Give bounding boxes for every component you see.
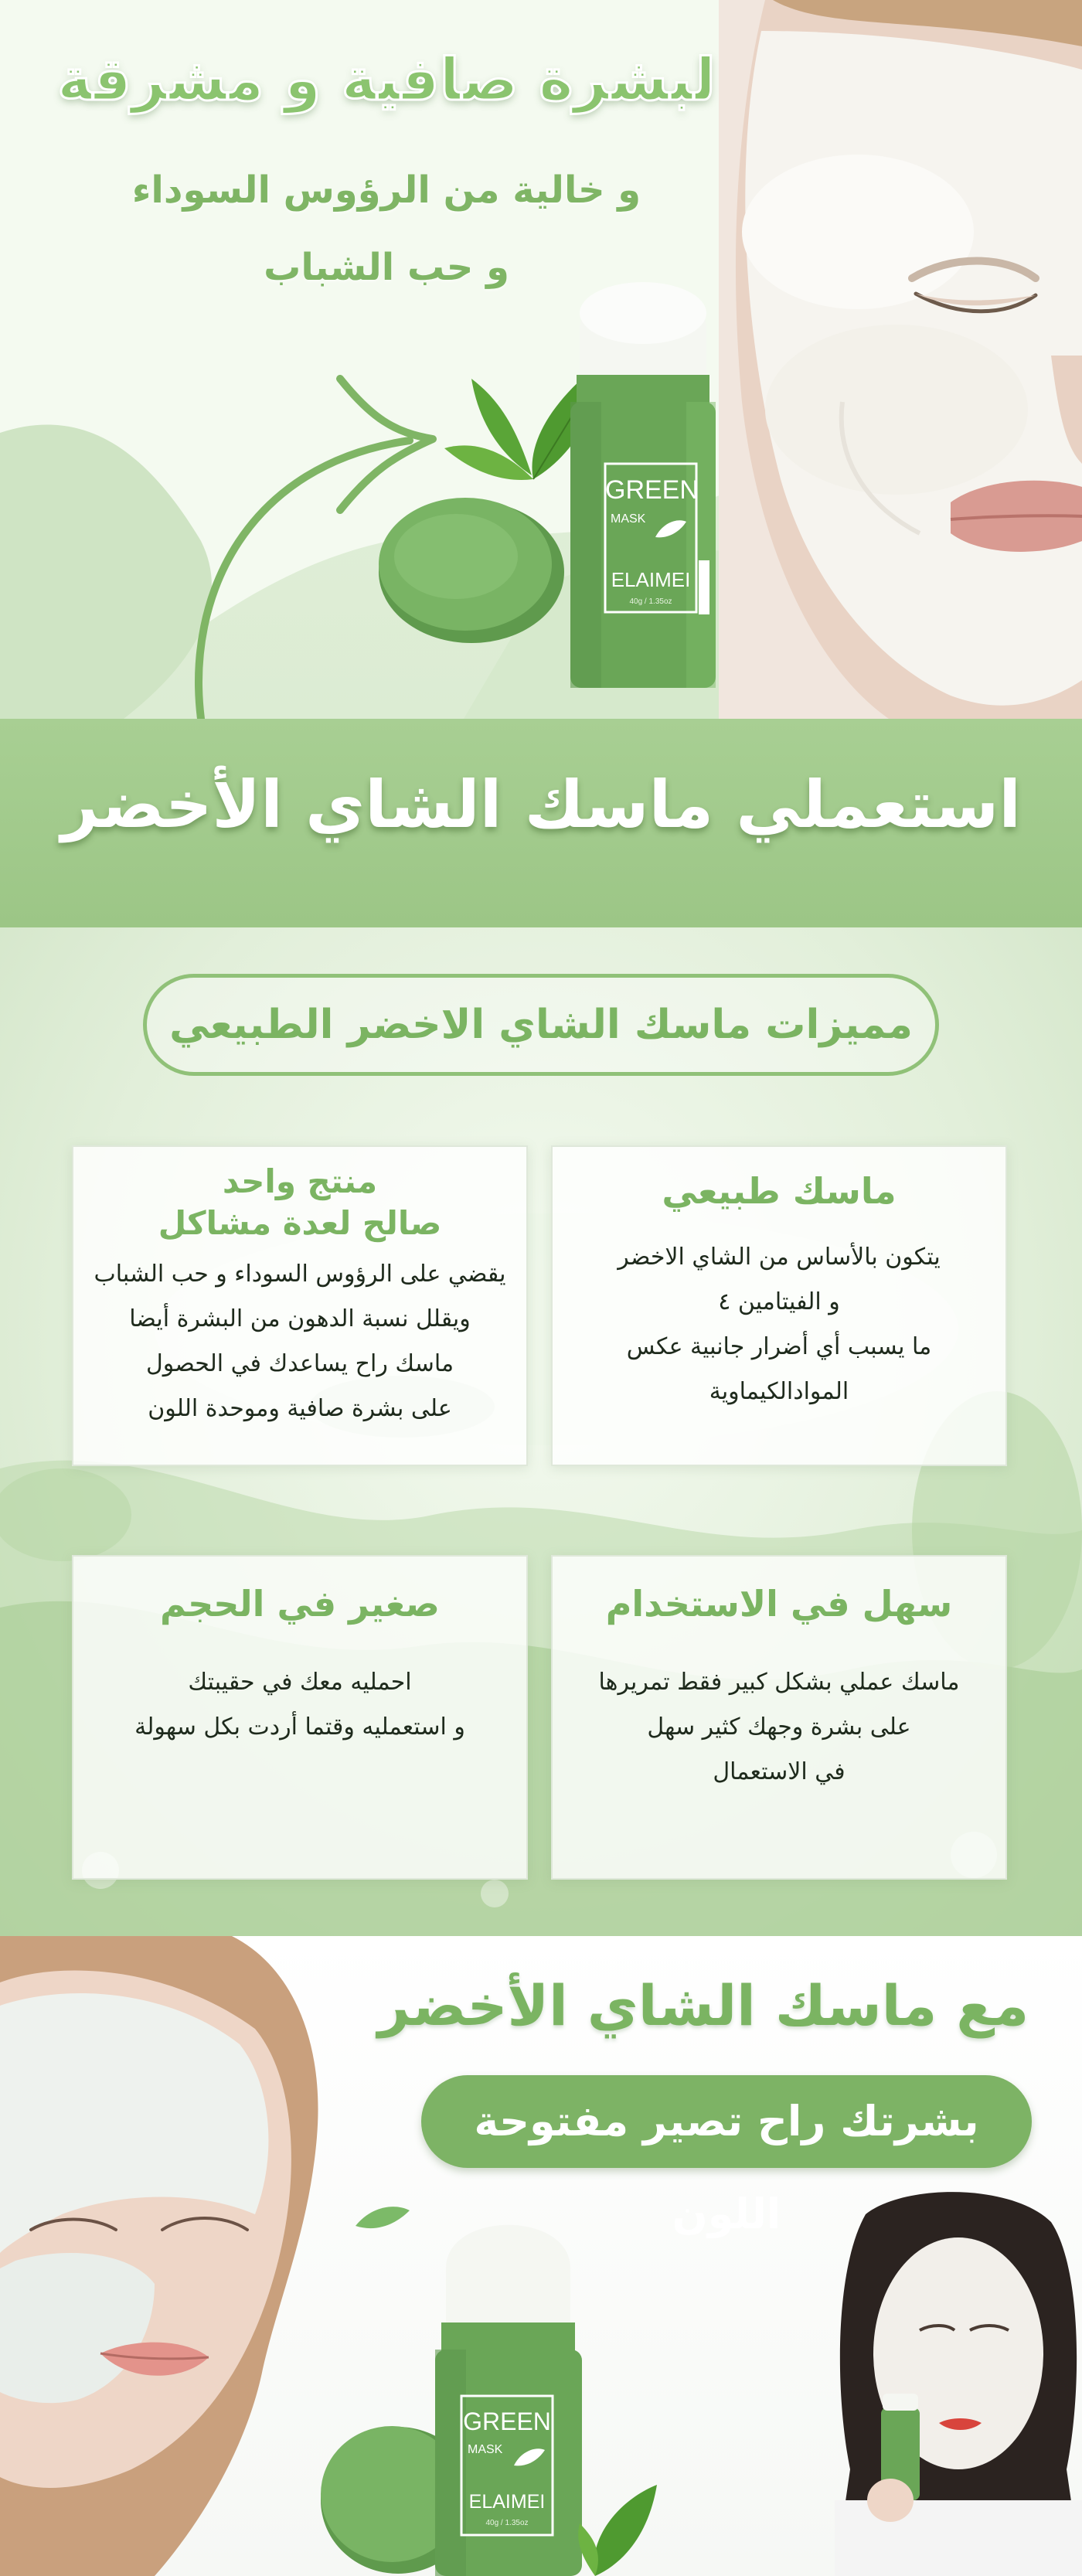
feature-card-line: و الفيتامين ٤ — [718, 1288, 840, 1315]
results-pill — [421, 2075, 1032, 2238]
feature-card-title-line2: صالح لعدة مشاكل — [158, 1204, 442, 1242]
product-mask-word: MASK — [468, 2443, 503, 2456]
feature-card-natural — [551, 1145, 1007, 1466]
feature-card-title-line1: منتج واحد — [222, 1162, 378, 1200]
feature-card-line: ماسك راح يساعدك في الحصول — [145, 1350, 454, 1377]
feature-card-small-size — [72, 1555, 528, 1880]
feature-card-body — [73, 1660, 526, 1750]
banner-title: استعملي ماسك الشاي الأخضر — [60, 767, 1022, 842]
product-cap-image — [371, 487, 572, 649]
feature-card-line: على بشرة وجهك كثير سهل — [647, 1713, 911, 1741]
feature-card-line: في الاستعمال — [713, 1758, 846, 1785]
feature-card-line: احمليه معك في حقيبتك — [188, 1669, 412, 1696]
feature-card-title: ماسك طبيعي — [662, 1170, 897, 1212]
feature-card-line: ما يسبب أي أضرار جانبية عكس — [626, 1333, 932, 1360]
feature-card-title: سهل في الاستخدام — [605, 1583, 953, 1625]
woman-face-mask-image — [719, 0, 1082, 719]
tea-leaves-image — [572, 2477, 665, 2576]
feature-card-easy-use — [551, 1555, 1007, 1880]
product-brand-word: GREEN — [605, 475, 699, 505]
feature-card-multi-use — [72, 1145, 528, 1466]
feature-card-line: يتكون بالأساس من الشاي الاخضر — [618, 1244, 941, 1271]
feature-card-line: على بشرة صافية وموحدة اللون — [148, 1395, 452, 1422]
results-title: مع ماسك الشاي الأخضر — [377, 1973, 1029, 2038]
woman-applying-mask-image — [0, 1936, 340, 2576]
feature-card-line: ويقلل نسبة الدهون من البشرة أيضا — [129, 1305, 471, 1332]
feature-card-line: يقضي على الرؤوس السوداء و حب الشباب — [94, 1261, 506, 1288]
green-mask-stick-product — [429, 2199, 587, 2576]
features-heading-pill — [143, 974, 939, 1076]
results-pill-text: بشرتك راح تصير مفتوحة اللون — [474, 2097, 979, 2238]
feature-card-line: و استعمليه وقتما أردت بكل سهولة — [134, 1713, 465, 1741]
hero-subline-2: و حب الشباب — [264, 246, 509, 289]
features-section — [0, 927, 1082, 1936]
feature-card-line: ماسك عملي بشكل كبير فقط تمريرها — [598, 1669, 960, 1696]
feature-card-line: الموادالكيماوية — [709, 1378, 849, 1405]
product-weight: 40g / 1.35oz — [629, 597, 672, 606]
feature-card-body — [73, 1252, 526, 1431]
features-heading: مميزات ماسك الشاي الاخضر الطبيعي — [169, 1002, 913, 1048]
usage-banner — [0, 719, 1082, 927]
product-mask-word: MASK — [611, 512, 646, 526]
product-weight: 40g / 1.35oz — [485, 2519, 529, 2527]
hero-section — [0, 0, 1082, 719]
floating-leaf-icon — [352, 2203, 413, 2234]
product-brand-word: GREEN — [463, 2408, 551, 2435]
green-mask-stick-product — [563, 267, 723, 696]
product-maker-name: ELAIMEI — [611, 568, 691, 591]
product-maker-name: ELAIMEI — [468, 2491, 546, 2513]
feature-card-body — [553, 1660, 1005, 1795]
feature-card-body — [553, 1235, 1005, 1414]
hero-headline: لبشرة صافية و مشرقة — [56, 45, 716, 114]
results-section — [0, 1936, 1082, 2576]
hero-subline-1: و خالية من الرؤوس السوداء — [131, 168, 641, 212]
feature-card-title: صغير في الحجم — [160, 1583, 440, 1625]
